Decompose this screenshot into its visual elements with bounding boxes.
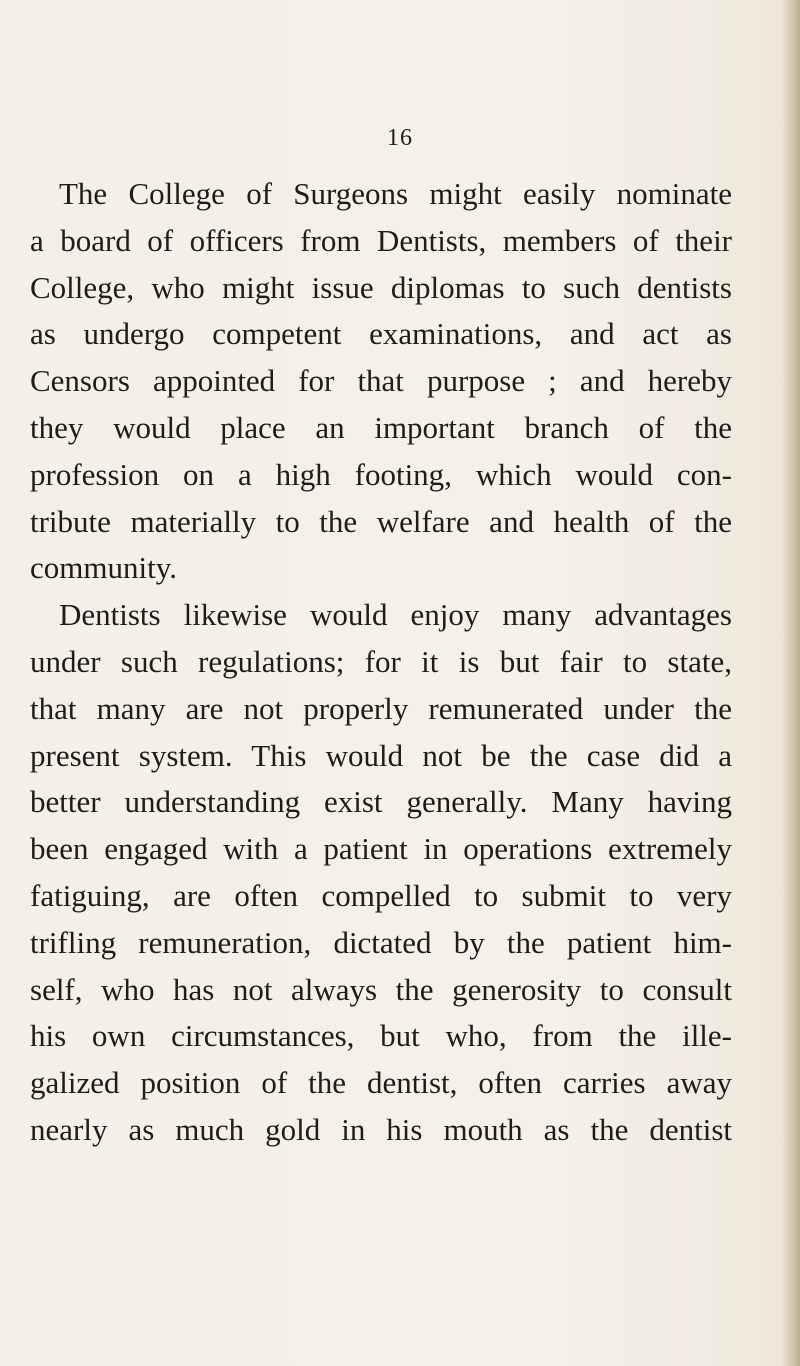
- text-line: present system. This would not be the case did a: [30, 737, 732, 773]
- text-line: fatiguing, are often compelled to submit to very: [30, 877, 732, 913]
- text-line: tribute materially to the welfare and health of the: [30, 503, 732, 539]
- text-line: galized position of the dentist, often carries away: [30, 1065, 732, 1101]
- text-line: self, who has not always the generosity to consult: [30, 971, 732, 1007]
- text-line: community.: [30, 550, 177, 586]
- text-line: nearly as much gold in his mouth as the dentist: [30, 1111, 732, 1147]
- text-line: his own circumstances, but who, from the ille-: [30, 1018, 732, 1054]
- page-number: 16: [387, 125, 413, 151]
- text-line: Censors appointed for that purpose ; and hereby: [30, 363, 732, 399]
- text-line: a board of officers from Dentists, members of their: [30, 222, 732, 258]
- text-line: College, who might issue diplomas to such dentists: [30, 269, 732, 305]
- text-line: under such regulations; for it is but fair to state,: [30, 643, 732, 679]
- text-line: as undergo competent examinations, and act as: [30, 316, 732, 352]
- text-line: profession on a high footing, which would con-: [30, 456, 732, 492]
- text-line: trifling remuneration, dictated by the patient him-: [30, 924, 732, 960]
- body-text: [30, 171, 732, 1154]
- text-line: Dentists likewise would enjoy many advantages: [59, 597, 732, 633]
- text-line: they would place an important branch of the: [30, 409, 732, 445]
- text-line: been engaged with a patient in operations extremely: [30, 831, 732, 867]
- text-line: The College of Surgeons might easily nominate: [59, 176, 732, 211]
- text-line: better understanding exist generally. Many having: [30, 784, 732, 820]
- page-edge-shadow: [782, 0, 800, 1366]
- text-line: that many are not properly remunerated under the: [30, 690, 732, 726]
